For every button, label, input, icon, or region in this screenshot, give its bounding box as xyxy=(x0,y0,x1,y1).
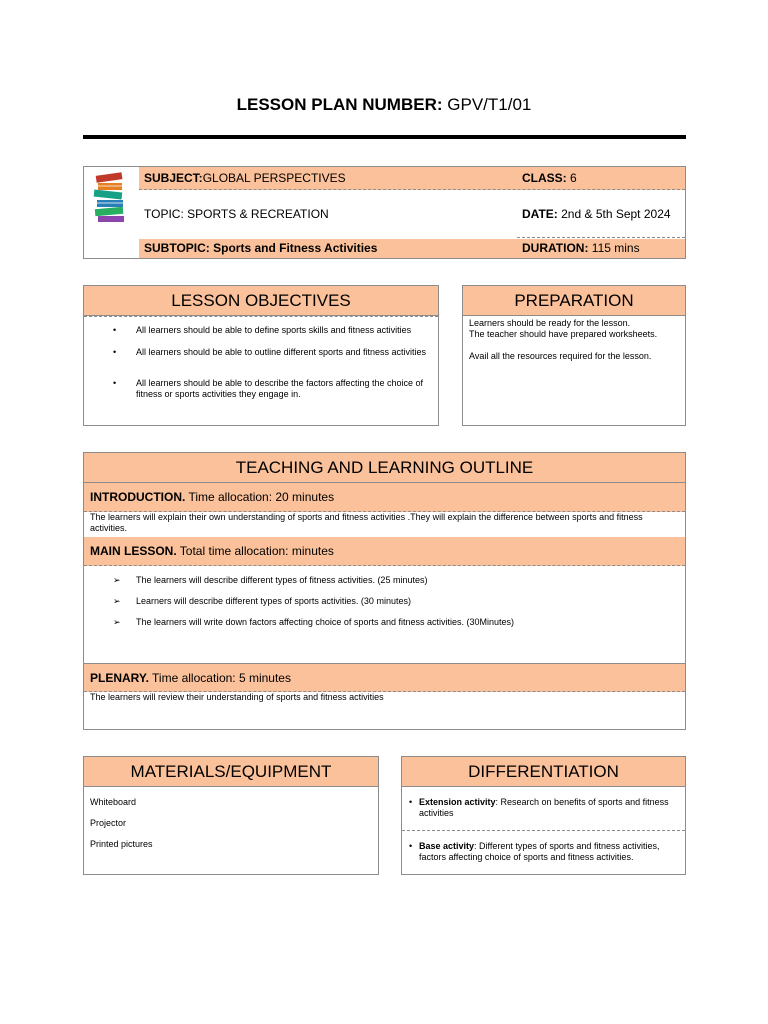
objectives-heading: LESSON OBJECTIVES xyxy=(84,286,438,316)
plenary-label: PLENARY. xyxy=(90,671,149,685)
main-item: The learners will write down factors affecting choice of sports and fitness activities. (30Minutes) xyxy=(136,617,514,627)
topic-text: TOPIC: SPORTS & RECREATION xyxy=(144,207,329,221)
objective-item: All learners should be able to outline different sports and fitness activities xyxy=(136,347,426,357)
materials-heading: MATERIALS/EQUIPMENT xyxy=(84,757,378,787)
main-label: MAIN LESSON. xyxy=(90,544,177,558)
title-rule xyxy=(83,135,686,139)
books-stack-icon xyxy=(90,170,130,226)
extension-text: : Research on benefits of sports and fitness activities xyxy=(419,797,669,818)
bullet-dot-icon: • xyxy=(113,378,117,388)
bullet-dot-icon: • xyxy=(409,841,413,851)
main-item: The learners will describe different types of fitness activities. (25 minutes) xyxy=(136,575,428,585)
differentiation-heading: DIFFERENTIATION xyxy=(402,757,685,787)
materials-box xyxy=(83,756,379,875)
outline-box xyxy=(83,452,686,730)
preparation-line: Avail all the resources required for the lesson. xyxy=(469,351,652,361)
date-label: DATE: xyxy=(522,207,558,221)
arrowhead-bullet-icon: ➢ xyxy=(113,617,121,627)
preparation-line: Learners should be ready for the lesson. xyxy=(469,318,631,328)
introduction-row xyxy=(84,483,685,512)
objective-item: All learners should be able to describe the factors affecting the choice of fitness or sports activities they engage in. xyxy=(136,378,424,399)
objective-item: All learners should be able to define sports skills and fitness activities xyxy=(136,325,412,335)
arrowhead-bullet-icon: ➢ xyxy=(113,575,121,585)
plenary-time: Time allocation: 5 minutes xyxy=(152,671,291,685)
differentiation-box xyxy=(401,756,686,875)
base-text: : Different types of sports and fitness activities, factors affecting choice of sports and fitness activities. xyxy=(419,841,660,862)
extension-activity xyxy=(419,797,681,819)
subject-row xyxy=(139,167,685,190)
bullet-dot-icon: • xyxy=(113,325,117,335)
duration-value: 115 mins xyxy=(591,241,640,255)
class-label: CLASS: xyxy=(522,171,567,185)
main-item: Learners will describe different types of sports activities. (30 minutes) xyxy=(136,596,411,606)
outline-heading: TEACHING AND LEARNING OUTLINE xyxy=(84,453,685,483)
material-item: Whiteboard xyxy=(90,797,137,807)
title-label: LESSON PLAN NUMBER: xyxy=(236,95,443,114)
subtopic-value: Sports and Fitness Activities xyxy=(213,241,378,255)
preparation-box xyxy=(462,285,686,426)
extension-label: Extension activity xyxy=(419,797,496,807)
plenary-text: The learners will review their understanding of sports and fitness activities xyxy=(90,692,384,702)
class-cell xyxy=(522,171,577,185)
subject-cell xyxy=(144,171,346,185)
subtopic-label: SUBTOPIC: xyxy=(144,241,210,255)
duration-label: DURATION: xyxy=(522,241,589,255)
intro-label: INTRODUCTION. xyxy=(90,490,186,504)
bullet-dot-icon: • xyxy=(409,797,413,807)
subject-value: GLOBAL PERSPECTIVES xyxy=(202,171,346,185)
main-items-area xyxy=(84,566,685,663)
differentiation-divider xyxy=(402,830,685,831)
base-activity xyxy=(419,841,681,863)
material-item: Projector xyxy=(90,818,127,828)
main-time: Total time allocation: minutes xyxy=(179,544,334,558)
date-divider xyxy=(517,237,685,238)
subject-label: SUBJECT: xyxy=(144,171,203,185)
objectives-box xyxy=(83,285,439,426)
page-title xyxy=(0,95,768,115)
date-cell xyxy=(522,207,671,221)
intro-time: Time allocation: 20 minutes xyxy=(188,490,335,504)
objectives-divider xyxy=(84,316,438,317)
intro-text: The learners will explain their own understanding of sports and fitness activities .They will explain the difference between sports and fitness activities. xyxy=(90,512,643,533)
duration-cell xyxy=(522,241,640,255)
material-item: Printed pictures xyxy=(90,839,153,849)
arrowhead-bullet-icon: ➢ xyxy=(113,596,121,606)
date-value: 2nd & 5th Sept 2024 xyxy=(561,207,671,221)
plenary-row xyxy=(84,663,685,692)
subtopic-row xyxy=(139,239,685,258)
main-lesson-row xyxy=(84,537,685,566)
topic-row xyxy=(139,190,685,239)
bullet-dot-icon: • xyxy=(113,347,117,357)
class-value: 6 xyxy=(570,171,577,185)
base-label: Base activity xyxy=(419,841,475,851)
title-value: GPV/T1/01 xyxy=(447,95,532,114)
subtopic-cell xyxy=(144,241,377,255)
preparation-heading: PREPARATION xyxy=(463,286,685,316)
preparation-line: The teacher should have prepared worksheets. xyxy=(469,329,658,339)
lesson-header-box xyxy=(83,166,686,259)
